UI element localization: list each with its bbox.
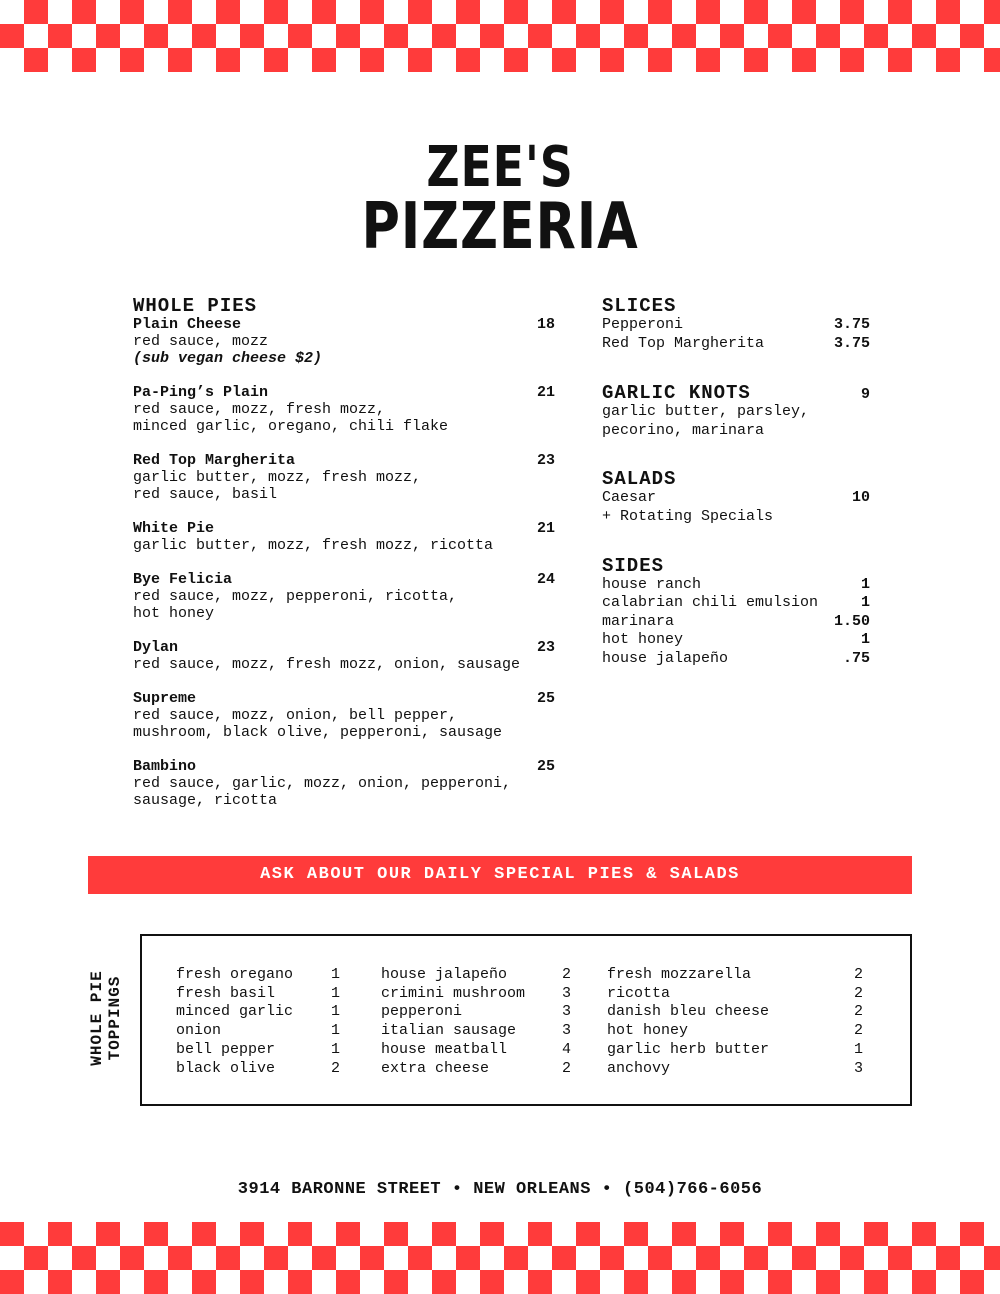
whole-pies-section — [133, 296, 555, 809]
item-note: (sub vegan cheese $2) — [133, 350, 323, 367]
toppings-column-3 — [607, 966, 863, 1078]
topping-name: house meatball — [381, 1040, 508, 1058]
toppings-box — [140, 934, 912, 1106]
topping-price: 1 — [330, 984, 340, 1002]
topping-price: 3 — [561, 1022, 571, 1040]
item-price: 1.50 — [833, 612, 870, 630]
footer-address: 3914 BARONNE STREET • NEW ORLEANS • (504)766-6056 — [237, 1180, 763, 1199]
list-item — [602, 631, 870, 650]
list-item — [176, 966, 340, 985]
section-title-slices: SLICES — [602, 295, 677, 317]
garlic-knots-header — [602, 383, 870, 403]
list-item — [602, 335, 870, 354]
list-item — [381, 966, 571, 985]
topping-name: fresh basil — [176, 984, 276, 1002]
item-description: garlic butter, mozz, fresh mozz, red sauce, basil — [133, 469, 422, 503]
item-description: red sauce, mozz, fresh mozz, minced garlic, oregano, chili flake — [133, 401, 449, 435]
topping-price: 3 — [561, 984, 571, 1002]
item-name: Bambino — [133, 758, 197, 775]
item-name: Red Top Margherita — [133, 452, 296, 469]
checkered-border-bottom — [0, 1222, 1000, 1294]
daily-special-banner: ASK ABOUT OUR DAILY SPECIAL PIES & SALADS — [88, 856, 912, 894]
section-title-salads: SALADS — [602, 468, 677, 491]
list-item — [381, 1003, 571, 1022]
topping-price: 1 — [330, 966, 340, 983]
section-title-whole-pies: WHOLE PIES — [133, 295, 258, 317]
section-title-garlic-knots: GARLIC KNOTS — [602, 382, 751, 405]
item-price: 21 — [536, 384, 555, 401]
item-name: Red Top Margherita — [602, 334, 765, 352]
topping-name: minced garlic — [176, 1003, 294, 1021]
list-item — [602, 594, 870, 613]
menu-item-pa-pings-plain — [133, 384, 555, 435]
topping-price: 1 — [853, 1040, 863, 1058]
list-item — [607, 966, 863, 985]
garlic-knots-description: garlic butter, parsley, pecorino, marinara — [602, 403, 810, 439]
list-item — [381, 1060, 571, 1079]
toppings-column-2 — [381, 966, 571, 1078]
restaurant-name-line1: ZEE'S — [426, 135, 574, 200]
item-price: 23 — [536, 452, 555, 469]
restaurant-name-line2: PIZZERIA — [361, 190, 639, 264]
topping-price: 3 — [561, 1003, 571, 1021]
list-item — [607, 1003, 863, 1022]
item-price: 1 — [860, 594, 870, 612]
list-item — [381, 985, 571, 1004]
item-description: red sauce, mozz, onion, bell pepper, mushroom, black olive, pepperoni, sausage — [133, 707, 503, 741]
item-name: house ranch — [602, 575, 702, 593]
list-item — [176, 985, 340, 1004]
list-item — [176, 1022, 340, 1041]
menu-item-supreme — [133, 690, 555, 741]
toppings-label-line2: TOPPINGS — [106, 975, 124, 1061]
item-description: red sauce, mozz, pepperoni, ricotta, hot honey — [133, 588, 458, 622]
list-item — [602, 508, 870, 527]
item-price: .75 — [842, 649, 870, 667]
item-price: 9 — [860, 386, 870, 404]
item-price: 1 — [860, 631, 870, 649]
topping-price: 2 — [853, 1003, 863, 1021]
item-name: Plain Cheese — [133, 316, 242, 333]
topping-name: ricotta — [607, 984, 671, 1002]
item-price: 10 — [851, 489, 870, 507]
item-description: red sauce, garlic, mozz, onion, pepperoni, sausage, ricotta — [133, 775, 512, 809]
item-price: 23 — [536, 639, 555, 656]
topping-name: onion — [176, 1022, 222, 1040]
list-item — [607, 1041, 863, 1060]
list-item — [607, 985, 863, 1004]
checkered-border-top — [0, 0, 1000, 72]
topping-price: 2 — [561, 966, 571, 983]
topping-name: fresh mozzarella — [607, 966, 752, 983]
item-name: Dylan — [133, 639, 179, 656]
list-item — [602, 316, 870, 335]
item-price: 21 — [536, 520, 555, 537]
list-item — [381, 1022, 571, 1041]
topping-name: black olive — [176, 1059, 276, 1077]
menu-item-plain-cheese — [133, 316, 555, 367]
topping-name: danish bleu cheese — [607, 1003, 770, 1021]
toppings-label-line1: WHOLE PIE — [88, 970, 106, 1066]
topping-name: anchovy — [607, 1059, 671, 1077]
topping-price: 2 — [330, 1059, 340, 1077]
list-item — [602, 576, 870, 595]
list-item — [176, 1041, 340, 1060]
menu-item-bye-felicia — [133, 571, 555, 622]
item-description: garlic butter, mozz, fresh mozz, ricotta — [133, 537, 494, 554]
list-item — [381, 1041, 571, 1060]
item-name: Pepperoni — [602, 316, 684, 333]
item-price: 18 — [536, 316, 555, 333]
topping-price: 4 — [561, 1040, 571, 1058]
item-price: 3.75 — [833, 316, 870, 333]
item-price: 25 — [536, 690, 555, 707]
item-name: + Rotating Specials — [602, 507, 774, 525]
topping-price: 1 — [330, 1040, 340, 1058]
list-item — [176, 1060, 340, 1079]
topping-name: crimini mushroom — [381, 984, 526, 1002]
item-name: Caesar — [602, 489, 657, 507]
menu-item-red-top-margherita — [133, 452, 555, 503]
item-name: White Pie — [133, 520, 215, 537]
item-description: red sauce, mozz — [133, 333, 269, 350]
topping-name: pepperoni — [381, 1003, 463, 1021]
item-name: Supreme — [133, 690, 197, 707]
menu-item-white-pie — [133, 520, 555, 554]
list-item — [602, 489, 870, 508]
item-price: 25 — [536, 758, 555, 775]
topping-price: 1 — [330, 1003, 340, 1021]
list-item — [176, 1003, 340, 1022]
topping-price: 2 — [853, 984, 863, 1002]
list-item — [607, 1060, 863, 1079]
topping-name: fresh oregano — [176, 966, 294, 983]
list-item — [607, 1022, 863, 1041]
item-price: 3.75 — [833, 334, 870, 352]
list-item — [602, 613, 870, 632]
topping-name: bell pepper — [176, 1040, 276, 1058]
item-description: red sauce, mozz, fresh mozz, onion, sausage — [133, 656, 521, 673]
topping-price: 3 — [853, 1059, 863, 1077]
topping-price: 2 — [561, 1059, 571, 1077]
item-name: calabrian chili emulsion — [602, 594, 819, 612]
item-name: marinara — [602, 612, 675, 630]
item-price: 24 — [536, 571, 555, 588]
topping-name: garlic herb butter — [607, 1040, 770, 1058]
topping-name: extra cheese — [381, 1059, 490, 1077]
topping-price: 2 — [853, 1022, 863, 1040]
topping-name: hot honey — [607, 1022, 689, 1040]
toppings-label — [88, 960, 128, 1076]
item-price: 1 — [860, 575, 870, 593]
topping-name: house jalapeño — [381, 966, 508, 983]
topping-name: italian sausage — [381, 1022, 517, 1040]
item-name: hot honey — [602, 631, 684, 649]
topping-price: 2 — [853, 966, 863, 983]
topping-price: 1 — [330, 1022, 340, 1040]
list-item — [602, 650, 870, 669]
right-menu-column — [602, 296, 870, 669]
menu-item-dylan — [133, 639, 555, 673]
menu-item-bambino — [133, 758, 555, 809]
section-title-sides: SIDES — [602, 554, 665, 577]
item-name: Bye Felicia — [133, 571, 233, 588]
toppings-column-1 — [176, 966, 340, 1078]
item-name: house jalapeño — [602, 649, 729, 667]
item-name: Pa-Ping’s Plain — [133, 384, 269, 401]
